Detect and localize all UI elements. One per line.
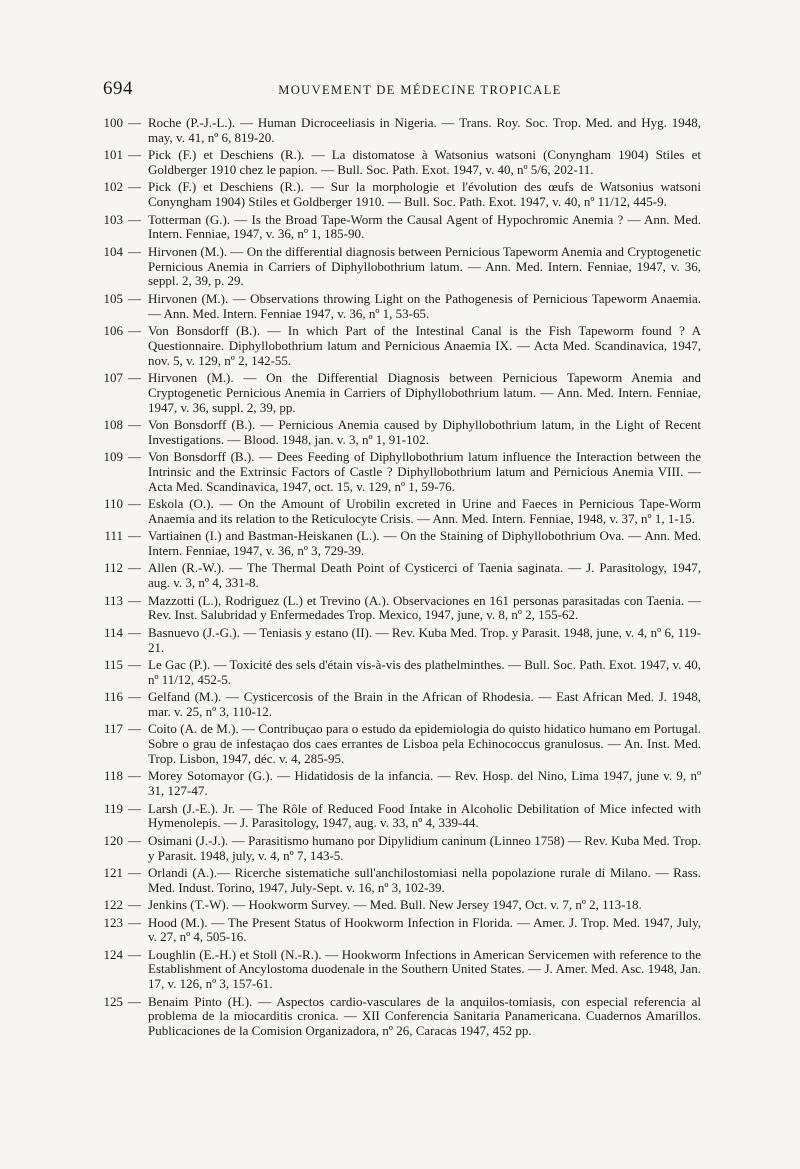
reference-number: 112 (103, 560, 123, 576)
reference-entry (101, 497, 701, 527)
reference-dash: — (128, 768, 141, 784)
reference-dash: — (128, 897, 141, 913)
reference-number: 101 (103, 147, 123, 163)
reference-number: 114 (103, 624, 123, 640)
reference-dash: — (128, 496, 141, 512)
reference-dash: — (128, 211, 141, 227)
reference-text: Osimani (J.-J.). — Parasitismo humano por Dipylidium caninum (Linneo 1758) — Rev. Kuba Med. Trop. y Parasit. 1948, july, v. 4, nº 7, 143-5. (148, 832, 701, 863)
reference-entry (101, 948, 701, 992)
reference-text: Totterman (G.). — Is the Broad Tape-Worm the Causal Agent of Hypochromic Anemia ? — Ann. Med. Intern. Fenniae, 1947, v. 36, nº 1, 185-90. (148, 211, 701, 242)
reference-text: Basnuevo (J.-G.). — Teniasis y estano (II). — Rev. Kuba Med. Trop. y Parasit. 1948, june, v. 4, nº 6, 119-21. (148, 624, 701, 655)
reference-dash: — (128, 993, 141, 1009)
reference-number: 110 (103, 496, 123, 512)
reference-list (101, 116, 701, 1042)
reference-entry (101, 802, 701, 832)
reference-number: 124 (103, 946, 123, 962)
reference-entry (101, 116, 701, 146)
reference-dash: — (128, 179, 141, 195)
reference-text: Pick (F.) et Deschiens (R.). — Sur la morphologie et l'évolution des œufs de Watsonius watsoni Conyngham 1904) Stiles et Goldberger 1910. — Bull. Soc. Path. Exot. 1947, v. 40, nº 11/12, 445-9. (148, 179, 701, 210)
reference-text: Coito (A. de M.). — Contribuçao para o estudo da epidemiologia do quisto hidatico humano em Portugal. Sobre o grau de infestaçao dos caes errantes de Lisboa pela Echinococcus granulosus. — An. Inst. Med. Trop. Lisbon, 1947, déc. v. 4, 285-95. (148, 721, 701, 766)
reference-dash: — (128, 560, 141, 576)
reference-number: 103 (103, 211, 123, 227)
reference-entry (101, 292, 701, 322)
reference-text: Roche (P.-J.-L.). — Human Dicroceeliasis in Nigeria. — Trans. Roy. Soc. Trop. Med. and Hyg. 1948, may, v. 41, nº 6, 819-20. (148, 115, 701, 145)
reference-dash: — (128, 243, 141, 259)
reference-dash: — (128, 689, 141, 705)
reference-dash: — (128, 528, 141, 544)
reference-number: 109 (103, 449, 123, 465)
reference-entry (101, 916, 701, 946)
reference-text: Le Gac (P.). — Toxicité des sels d'étain vis-à-vis des plathelminthes. — Bull. Soc. Path. Exot. 1947, v. 40, nº 11/12, 452-5. (148, 657, 701, 687)
reference-dash: — (128, 832, 141, 848)
reference-entry (101, 769, 701, 799)
reference-text: Orlandi (A.).— Ricerche sistematiche sull'anchilostomiasi nella popolazione rurale di Milano. — Rass. Med. Indust. Torino, 1947, July-Sept. v. 16, nº 3, 102-39. (148, 864, 701, 895)
reference-entry (101, 626, 701, 656)
page-number: 694 (103, 78, 133, 99)
reference-entry (101, 995, 701, 1039)
reference-text: Von Bonsdorff (B.). — Pernicious Anemia caused by Diphyllobothrium latum, in the Light of Recent Investigations. — Blood. 1948, jan. v. 3, nº 1, 91-102. (148, 416, 701, 447)
reference-number: 107 (103, 369, 123, 385)
reference-number: 117 (103, 721, 123, 737)
reference-number: 116 (103, 689, 123, 705)
reference-dash: — (128, 657, 141, 672)
reference-entry (101, 561, 701, 591)
reference-number: 121 (103, 864, 123, 880)
reference-dash: — (128, 624, 141, 640)
reference-entry (101, 594, 701, 624)
reference-dash: — (128, 449, 141, 465)
reference-entry (101, 180, 701, 210)
reference-entry (101, 324, 701, 368)
reference-entry (101, 418, 701, 448)
reference-number: 120 (103, 832, 123, 848)
reference-entry (101, 450, 701, 494)
reference-entry (101, 148, 701, 178)
reference-entry (101, 866, 701, 896)
running-title: MOUVEMENT DE MÉDECINE TROPICALE (278, 83, 562, 97)
reference-number: 115 (103, 657, 123, 672)
reference-text: Vartiainen (I.) and Bastman-Heiskanen (L.). — On the Staining of Diphyllobothrium Ova. — Ann. Med. Intern. Fenniae, 1947, v. 36, nº 3, 729-39. (148, 528, 701, 559)
reference-dash: — (128, 914, 141, 930)
reference-number: 104 (103, 243, 123, 259)
reference-entry (101, 898, 701, 913)
reference-number: 113 (103, 592, 123, 608)
reference-text: Hirvonen (M.). — On the differential diagnosis between Pernicious Tapeworm Anemia and Cryptogenetic Pernicious Anemia in Carriers of Diphyllobothrium latum. — Ann. Med. Intern. Fenniae, 1947, v. 36, seppl. 2, 39, p. 29. (148, 243, 701, 289)
reference-dash: — (128, 147, 141, 163)
reference-text: Larsh (J.-E.). Jr. — The Rôle of Reduced Food Intake in Alcoholic Debilitation of Mice infected with Hymenolepis. — J. Parasitology, 1947, aug. v. 33, nº 4, 339-44. (148, 800, 701, 831)
reference-entry (101, 690, 701, 720)
reference-dash: — (128, 416, 141, 432)
reference-text: Benaim Pinto (H.). — Aspectos cardio-vasculares de la anquilos-tomiasis, con especial referencia al problema de la miocarditis cronica. — XII Conferencia Sanitaria Panamericana. Cuadernos Amarillos. Publicaciones de la Comision Organizadora, nº 26, Caracas 1947, 452 pp. (148, 993, 701, 1039)
reference-number: 111 (104, 528, 123, 544)
reference-dash: — (128, 115, 141, 130)
reference-text: Jenkins (T.-W). — Hookworm Survey. — Med. Bull. New Jersey 1947, Oct. v. 7, nº 2, 113-18. (148, 897, 642, 913)
reference-text: Pick (F.) et Deschiens (R.). — La distomatose à Watsonius watsoni (Conyngham 1904) Stiles et Goldberger 1910 chez le papion. — Bull. Soc. Path. Exot. 1947, v. 40, nº 5/6, 202-11. (148, 147, 701, 177)
reference-dash: — (128, 946, 141, 962)
reference-dash: — (128, 322, 141, 338)
reference-text: Allen (R.-W.). — The Thermal Death Point of Cysticerci of Taenia saginata. — J. Parasitology, 1947, aug. v. 3, nº 4, 331-8. (148, 560, 701, 591)
reference-text: Hirvonen (M.). — On the Differential Diagnosis between Pernicious Tapeworm Anemia and Cryptogenetic Pernicious Anemia in Carriers of Diphyllobothrium latum. — Ann. Med. Intern. Fenniae, 1947, v. 36, suppl. 2, 39, pp. (148, 369, 701, 415)
reference-text: Morey Sotomayor (G.). — Hidatidosis de la infancia. — Rev. Hosp. del Nino, Lima 1947, june v. 9, nº 31, 127-47. (148, 768, 701, 799)
reference-dash: — (128, 721, 141, 737)
reference-text: Mazzotti (L.), Rodriguez (L.) et Trevino (A.). Observaciones en 161 personas parasitadas con Taenia. — Rev. Inst. Salubridad y Enfermedades Trop. Mexico, 1947, june, v. 8, nº 2, 155-62. (148, 592, 701, 623)
reference-dash: — (128, 864, 141, 880)
reference-text: Hirvonen (M.). — Observations throwing Light on the Pathogenesis of Pernicious Tapeworm Anaemia. — Ann. Med. Intern. Fenniae 1947, v. 36, nº 1, 53-65. (148, 290, 701, 321)
reference-number: 123 (103, 914, 123, 930)
reference-number: 118 (103, 768, 123, 784)
reference-entry (101, 529, 701, 559)
reference-dash: — (128, 800, 141, 816)
reference-text: Eskola (O.). — On the Amount of Urobilin excreted in Urine and Faeces in Pernicious Tape-Worm Anaemia and its relation to the Reticulocyte Crisis. — Ann. Med. Intern. Fenniae, 1948, v. 37, nº 1, 1-15. (148, 496, 701, 526)
reference-entry (101, 371, 701, 415)
reference-number: 106 (103, 322, 123, 338)
reference-number: 122 (103, 897, 123, 913)
reference-entry (101, 213, 701, 243)
reference-number: 108 (103, 416, 123, 432)
reference-dash: — (128, 369, 141, 385)
reference-number: 125 (103, 993, 123, 1009)
reference-text: Loughlin (E.-H.) et Stoll (N.-R.). — Hookworm Infections in American Servicemen with reference to the Establishment of Ancylostoma duodenale in the Southern United States. — J. Amer. Med. Asc. 1948, Jan. 17, v. 126, nº 3, 157-61. (148, 946, 701, 992)
reference-text: Hood (M.). — The Present Status of Hookworm Infection in Florida. — Amer. J. Trop. Med. 1947, July, v. 27, nº 4, 505-16. (148, 914, 701, 945)
reference-entry (101, 658, 701, 688)
reference-number: 100 (103, 115, 123, 130)
reference-text: Gelfand (M.). — Cysticercosis of the Brain in the African of Rhodesia. — East African Med. J. 1948, mar. v. 25, nº 3, 110-12. (148, 689, 701, 719)
reference-number: 105 (103, 290, 123, 306)
reference-number: 119 (103, 800, 123, 816)
reference-dash: — (128, 290, 141, 306)
reference-text: Von Bonsdorff (B.). — Dees Feeding of Diphyllobothrium latum influence the Interaction between the Intrinsic and the Extrinsic Factors of Castle ? Diphyllobothrium latum and Pernicious Anemia VIII. — Acta Med. Scandinavica, 1947, oct. 15, v. 129, nº 1, 59-76. (148, 449, 701, 494)
reference-dash: — (128, 592, 141, 608)
reference-number: 102 (103, 179, 123, 195)
page-header (103, 78, 697, 102)
reference-entry (101, 834, 701, 864)
reference-entry (101, 722, 701, 766)
reference-text: Von Bonsdorff (B.). — In which Part of the Intestinal Canal is the Fish Tapeworm found ? A Questionnaire. Diphyllobothrium latum and Pernicious Anaemia IX. — Acta Med. Scandinavica, 1947, nov. 5, v. 129, nº 2, 142-55. (148, 322, 701, 368)
reference-entry (101, 245, 701, 289)
